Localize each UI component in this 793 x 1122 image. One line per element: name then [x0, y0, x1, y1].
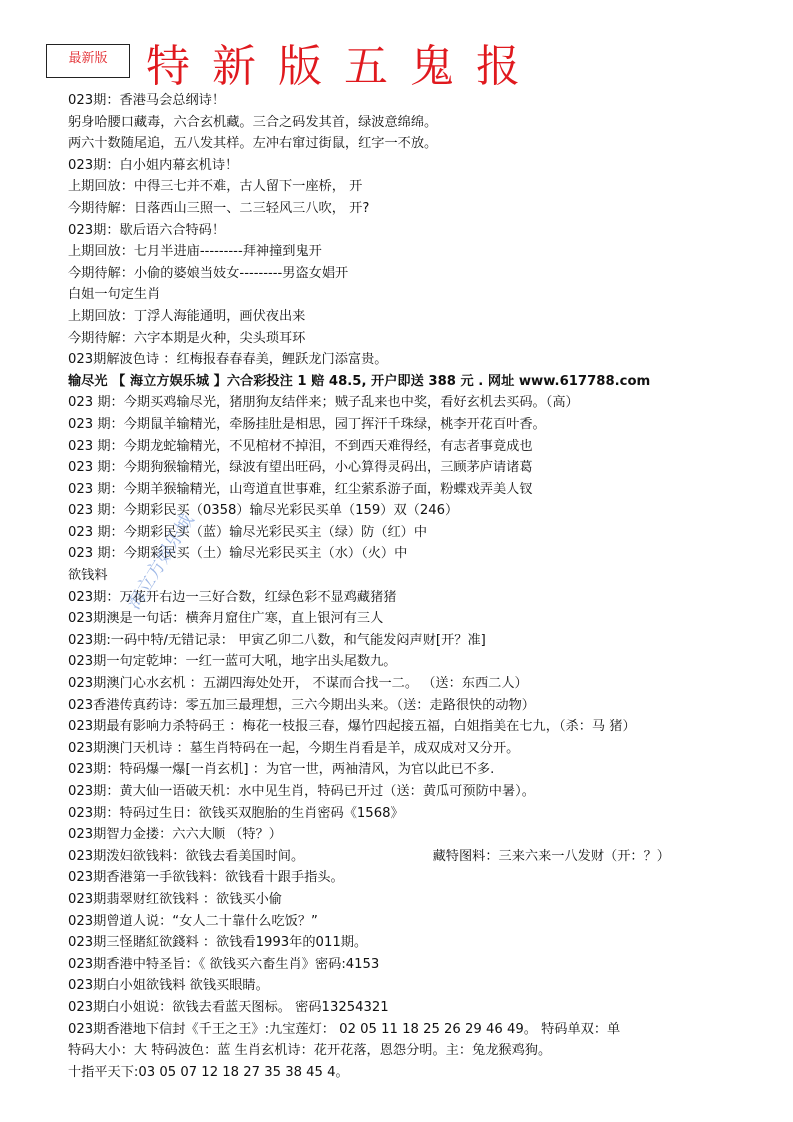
text-line: 今期待解：日落西山三照一、二三轻风三八吹， 开? [68, 200, 370, 216]
text-line: 023期：特码过生日：欲钱买双胞胎的生肖密码《1568》 [68, 805, 404, 821]
text-line: 023期翡翠财红欲钱料 ：欲钱买小偷 [68, 891, 282, 907]
text-line: 白姐一句定生肖 [68, 287, 161, 303]
text-line: 躬身哈腰口藏毒，六合玄机藏。三合之码发其首，绿波意绵绵。 [68, 114, 438, 130]
text-line: 023期澳门心水玄机 ：五湖四海处处开， 不谋而合找一二。 （送：东西二人） [68, 676, 528, 692]
text-line: 023 期：今期羊猴输精光，山弯道直世事难，红尘萦系游子面，粉蝶戏弄美人钗 [68, 481, 533, 497]
text-line: 今期待解：小偷的婆娘当妓女---------男盗女娼开 [68, 265, 349, 281]
text-line: 023 期：今期狗猴输精光，绿波有望出旺码，小心算得灵码出，三顾茅庐请诸葛 [68, 460, 533, 476]
text-line: 上期回放：七月半进庙---------拜神撞到鬼开 [68, 244, 322, 260]
text-line: 023期白小姐欲钱料 欲钱买眼睛。 [68, 978, 269, 994]
text-line: 上期回放：中得三七并不难，古人留下一座桥， 开 [68, 179, 363, 195]
text-line: 023期：特码爆一爆[一肖玄机] ：为官一世，两袖清风，为官以此已不多. [68, 762, 495, 778]
text-line: 023期:一码中特/无错记录： 甲寅乙卯二八数，和气能发闷声财[开？准] [68, 632, 486, 648]
page-title: 特新版五鬼报 [146, 41, 542, 92]
ad-text: 【 海立方娱乐城 】六合彩投注 1 赔 48.5, 开户即送 388 元 . 网址 www.617788.com [112, 373, 651, 389]
section-riddles [68, 867, 780, 1083]
text-line: 023期澳是一句话：横奔月窟住广寒，直上银河有三人 [68, 611, 384, 627]
text-line: 023期解波色诗 ：红梅报春春春美，鲤跃龙门添富贵。 [68, 352, 388, 368]
text-line: 023期白小姐说：欲钱去看蓝天图标。 密码13254321 [68, 999, 389, 1015]
text-line: 上期回放：丁浮人海能通明，画伏夜出来 [68, 308, 306, 324]
text-line: 023 期：今期彩民买（蓝）输尽光彩民买主（绿）防（红）中 [68, 524, 428, 540]
text-line: 023 期：今期鼠羊输精光，牵肠挂肚是相思，园丁挥汗千珠绿，桃李开花百叶香。 [68, 416, 546, 432]
text-line: 023期澳门天机诗 ：墓生肖特码在一起，今期生肖看是羊，成双成对又分开。 [68, 740, 520, 756]
text-line: 023期最有影响力杀特码王 ：梅花一枝报三春，爆竹四起接五福，白姐指美在七九，（杀：马 猪） [68, 719, 636, 735]
text-line: 023 期：今期龙蛇输精光，不见棺材不掉泪，不到西天难得经，有志者事竟成也 [68, 438, 533, 454]
split-line-right: 藏特图料：三来六来一八发财（开：？） [432, 848, 670, 864]
text-line: 023期智力金搂：六六大顺 （特？） [68, 827, 282, 843]
text-line: 023期：香港马会总纲诗！ [68, 93, 226, 108]
text-line: 023期：歇后语六合特码！ [68, 222, 226, 238]
text-line: 023期香港地下信封《千王之王》:九宝莲灯： 02 05 11 18 25 26 29 46 49。 特码单双：单 [68, 1021, 621, 1037]
ad-line [68, 371, 780, 393]
text-line: 023期：白小姐内幕玄机诗！ [68, 157, 239, 173]
text-line: 023期一句定乾坤：一红一蓝可大吼，地字出头尾数九。 [68, 654, 397, 670]
text-line: 023期三怪賭紅欲錢料 ：欲钱看1993年的011期。 [68, 935, 368, 951]
text-line: 023期香港中特圣旨：《 欲钱买六畜生肖》密码:4153 [68, 956, 380, 972]
watermark: 海立方娱乐城 [123, 510, 199, 614]
text-line: 特码大小：大 特码波色：蓝 生肖玄机诗：花开花落，恩怨分明。主：兔龙猴鸡狗。 [68, 1043, 552, 1059]
text-line: 023期曾道人说：“女人二十靠什么吃饭？” [68, 913, 318, 929]
text-line: 023香港传真药诗：零五加三最理想，三六今期出头来。（送：走路很快的动物） [68, 697, 535, 713]
section-predictions [68, 392, 780, 845]
edition-badge: 最新版 [46, 44, 130, 78]
split-line-left: 023期泼妇欲钱料：欲钱去看美国时间。 [68, 848, 305, 864]
document-body [68, 90, 780, 1083]
text-line: 023 期：今期买鸡输尽光，猪朋狗友结伴来；贼子乱来也中奖，看好玄机去买码。（高） [68, 395, 579, 411]
text-line: 023期：万花开右边一三好合数，红绿色彩不显鸡藏猪猪 [68, 589, 397, 605]
text-line: 欲钱料 [68, 568, 108, 584]
text-line: 023期香港第一手欲钱料：欲钱看十跟手指头。 [68, 870, 344, 886]
split-line [68, 846, 780, 868]
text-line: 两六十数随尾追，五八发其样。左冲右窜过街鼠，红字一不放。 [68, 136, 438, 152]
ad-prefix: 输尽光 [68, 373, 108, 389]
text-line: 十指平天下:03 05 07 12 18 27 35 38 45 4。 [68, 1064, 349, 1080]
text-line: 今期待解：六字本期是火种，尖头琐耳环 [68, 330, 306, 346]
text-line: 023 期：今期彩民买（土）输尽光彩民买主（水）（火）中 [68, 546, 408, 562]
text-line: 023期：黄大仙一语破天机：水中见生肖，特码已开过（送：黄瓜可预防中暑）。 [68, 784, 535, 799]
text-line: 023 期：今期彩民买（0358）输尽光彩民买单（159）双（246） [68, 503, 459, 519]
section-intro [68, 90, 780, 371]
